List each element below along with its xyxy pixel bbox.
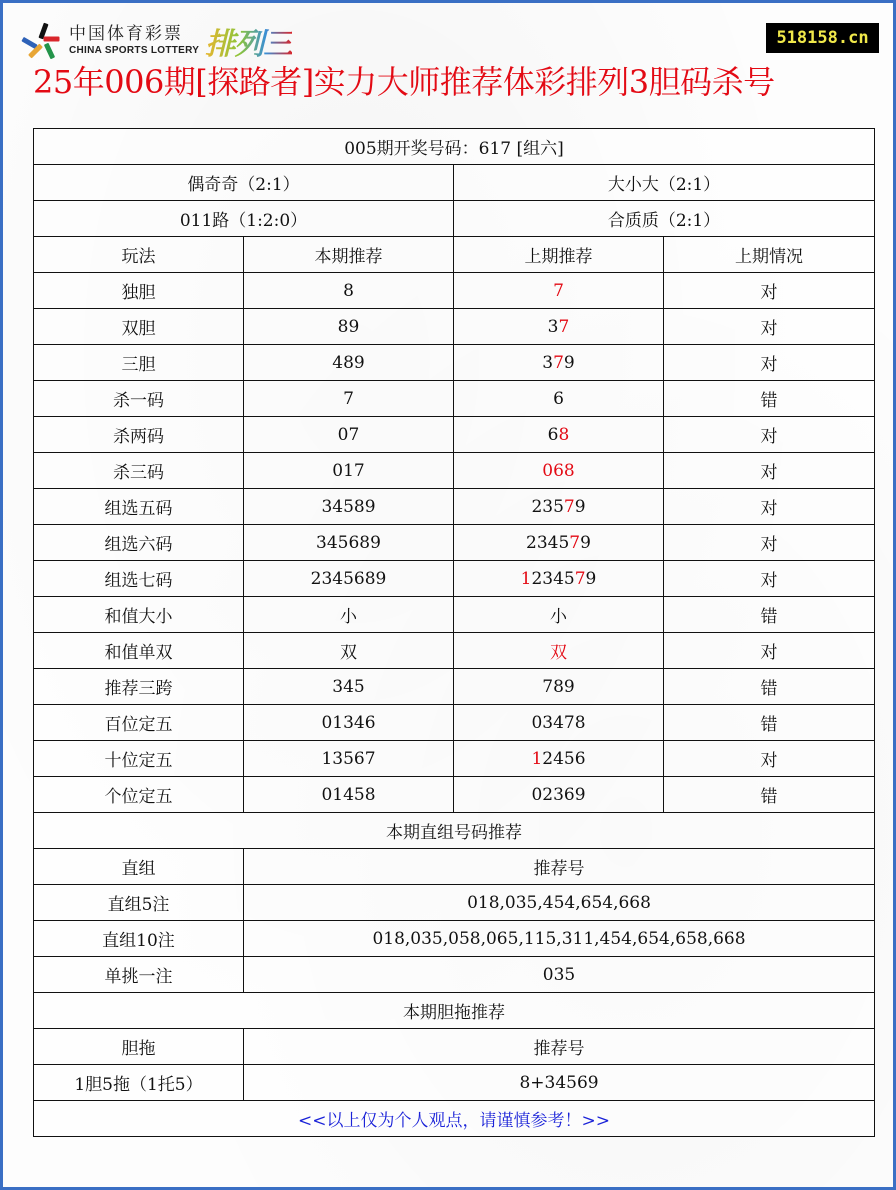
- current-pick: 345: [244, 669, 454, 705]
- play-type: 组选六码: [34, 525, 244, 561]
- previous-result: 对: [664, 309, 875, 345]
- play-type: 组选七码: [34, 561, 244, 597]
- previous-result: 错: [664, 777, 875, 813]
- logo-cn-text: 中国体育彩票: [69, 24, 183, 44]
- table-row: [34, 741, 875, 777]
- previous-pick-segment: 小: [550, 607, 567, 627]
- play-type: 推荐三跨: [34, 669, 244, 705]
- logo-en-text: CHINA SPORTS LOTTERY: [69, 45, 200, 56]
- draw-result-row: [34, 129, 875, 165]
- straight-row: [34, 957, 875, 993]
- table-row: [34, 417, 875, 453]
- page-title: 25年006期[探路者]实力大师推荐体彩排列3胆码杀号: [33, 63, 775, 101]
- road-012-pattern: 011路（1:2:0）: [34, 201, 454, 237]
- previous-pick-segment: 7: [563, 496, 575, 517]
- play-type: 双胆: [34, 309, 244, 345]
- dantuo-title: 本期胆拖推荐: [34, 993, 875, 1029]
- game-name-logo: 排列三: [205, 19, 292, 63]
- table-row: [34, 381, 875, 417]
- current-pick: 345689: [244, 525, 454, 561]
- previous-pick-segment: 7: [558, 316, 570, 337]
- dantuo-header-row: [34, 1029, 875, 1065]
- straight-header-row: [34, 849, 875, 885]
- previous-pick-segment: 2456: [542, 748, 586, 769]
- previous-pick: [454, 453, 664, 489]
- previous-pick-segment: 9: [580, 532, 591, 553]
- play-type: 三胆: [34, 345, 244, 381]
- previous-pick: [454, 741, 664, 777]
- previous-pick-segment: 02369: [531, 784, 586, 805]
- previous-result: 错: [664, 705, 875, 741]
- column-header-row: [34, 237, 875, 273]
- current-pick: 2345689: [244, 561, 454, 597]
- table-row: [34, 273, 875, 309]
- previous-pick: [454, 345, 664, 381]
- table-row: [34, 597, 875, 633]
- current-pick: 489: [244, 345, 454, 381]
- current-pick: 13567: [244, 741, 454, 777]
- col-header-result: 上期情况: [664, 237, 875, 273]
- straight-title: 本期直组号码推荐: [34, 813, 875, 849]
- straight-label: 直组5注: [34, 885, 244, 921]
- table-row: [34, 705, 875, 741]
- straight-col-label: 直组: [34, 849, 244, 885]
- straight-label: 单挑一注: [34, 957, 244, 993]
- straight-title-row: [34, 813, 875, 849]
- summary-row-1: [34, 165, 875, 201]
- dantuo-row: [34, 1065, 875, 1101]
- straight-row: [34, 885, 875, 921]
- dantuo-numbers: 8+34569: [244, 1065, 875, 1101]
- straight-numbers: 035: [244, 957, 875, 993]
- prime-composite-pattern: 合质质（2:1）: [454, 201, 875, 237]
- previous-pick: [454, 273, 664, 309]
- current-pick: 01458: [244, 777, 454, 813]
- previous-pick: [454, 633, 664, 669]
- previous-pick-segment: 7: [574, 568, 586, 589]
- previous-pick-segment: 235: [531, 496, 564, 517]
- straight-numbers: 018,035,454,654,668: [244, 885, 875, 921]
- dantuo-col-value: 推荐号: [244, 1029, 875, 1065]
- previous-pick: [454, 309, 664, 345]
- current-pick: 双: [244, 633, 454, 669]
- previous-result: 对: [664, 453, 875, 489]
- dantuo-col-label: 胆拖: [34, 1029, 244, 1065]
- previous-pick-segment: 7: [569, 532, 581, 553]
- play-type: 个位定五: [34, 777, 244, 813]
- play-type: 组选五码: [34, 489, 244, 525]
- table-row: [34, 669, 875, 705]
- play-type: 杀三码: [34, 453, 244, 489]
- previous-pick: [454, 525, 664, 561]
- dantuo-label: 1胆5拖（1托5）: [34, 1065, 244, 1101]
- previous-result: 对: [664, 741, 875, 777]
- previous-pick-segment: 6: [553, 388, 564, 409]
- table-row: [34, 561, 875, 597]
- table-row: [34, 777, 875, 813]
- lottery-logo: [23, 21, 292, 61]
- previous-pick-segment: 2345: [531, 568, 575, 589]
- table-row: [34, 489, 875, 525]
- previous-pick: [454, 777, 664, 813]
- previous-pick-segment: 3: [542, 352, 554, 373]
- straight-col-value: 推荐号: [244, 849, 875, 885]
- current-pick: 小: [244, 597, 454, 633]
- odd-even-pattern: 偶奇奇（2:1）: [34, 165, 454, 201]
- site-badge[interactable]: 518158.cn: [766, 23, 879, 53]
- previous-result: 对: [664, 273, 875, 309]
- previous-pick-segment: 双: [550, 643, 567, 663]
- logo-star-icon: [23, 21, 63, 61]
- previous-pick-segment: 7: [553, 280, 564, 301]
- footer-row: [34, 1101, 875, 1137]
- previous-pick-segment: 9: [585, 568, 597, 589]
- table-row: [34, 453, 875, 489]
- previous-result: 错: [664, 669, 875, 705]
- disclaimer-note: <<以上仅为个人观点，请谨慎参考！>>: [34, 1101, 875, 1137]
- previous-pick: [454, 597, 664, 633]
- previous-pick: [454, 669, 664, 705]
- col-header-current: 本期推荐: [244, 237, 454, 273]
- current-pick: 07: [244, 417, 454, 453]
- previous-pick: [454, 561, 664, 597]
- previous-pick-segment: 03478: [531, 712, 586, 733]
- previous-result: 错: [664, 381, 875, 417]
- previous-pick-segment: 9: [563, 352, 575, 373]
- previous-result: 错: [664, 597, 875, 633]
- previous-result: 对: [664, 489, 875, 525]
- current-pick: 8: [244, 273, 454, 309]
- previous-pick-segment: 3: [547, 316, 559, 337]
- col-header-play: 玩法: [34, 237, 244, 273]
- play-type: 独胆: [34, 273, 244, 309]
- table-row: [34, 525, 875, 561]
- previous-pick-segment: 789: [542, 676, 575, 697]
- current-pick: 34589: [244, 489, 454, 525]
- play-type: 和值大小: [34, 597, 244, 633]
- previous-result: 对: [664, 525, 875, 561]
- previous-pick-segment: 9: [574, 496, 586, 517]
- table-row: [34, 309, 875, 345]
- draw-result: 005期开奖号码：617 [组六]: [34, 129, 875, 165]
- summary-row-2: [34, 201, 875, 237]
- previous-pick: [454, 381, 664, 417]
- straight-numbers: 018,035,058,065,115,311,454,654,658,668: [244, 921, 875, 957]
- previous-result: 对: [664, 417, 875, 453]
- big-small-pattern: 大小大（2:1）: [454, 165, 875, 201]
- current-pick: 7: [244, 381, 454, 417]
- current-pick: 017: [244, 453, 454, 489]
- previous-result: 对: [664, 345, 875, 381]
- table-row: [34, 633, 875, 669]
- previous-pick: [454, 417, 664, 453]
- play-type: 百位定五: [34, 705, 244, 741]
- previous-pick-segment: 1: [520, 568, 532, 589]
- prediction-table: [33, 128, 875, 1137]
- table-row: [34, 345, 875, 381]
- straight-row: [34, 921, 875, 957]
- previous-pick-segment: 6: [547, 424, 559, 445]
- dantuo-title-row: [34, 993, 875, 1029]
- previous-result: 对: [664, 561, 875, 597]
- previous-pick: [454, 705, 664, 741]
- previous-pick-segment: 1: [531, 748, 543, 769]
- previous-pick-segment: 2345: [526, 532, 570, 553]
- previous-pick: [454, 489, 664, 525]
- play-type: 十位定五: [34, 741, 244, 777]
- current-pick: 89: [244, 309, 454, 345]
- col-header-previous: 上期推荐: [454, 237, 664, 273]
- play-type: 杀两码: [34, 417, 244, 453]
- straight-label: 直组10注: [34, 921, 244, 957]
- previous-pick-segment: 7: [553, 352, 564, 373]
- previous-pick-segment: 068: [542, 460, 575, 481]
- play-type: 和值单双: [34, 633, 244, 669]
- current-pick: 01346: [244, 705, 454, 741]
- previous-pick-segment: 8: [558, 424, 570, 445]
- previous-result: 对: [664, 633, 875, 669]
- play-type: 杀一码: [34, 381, 244, 417]
